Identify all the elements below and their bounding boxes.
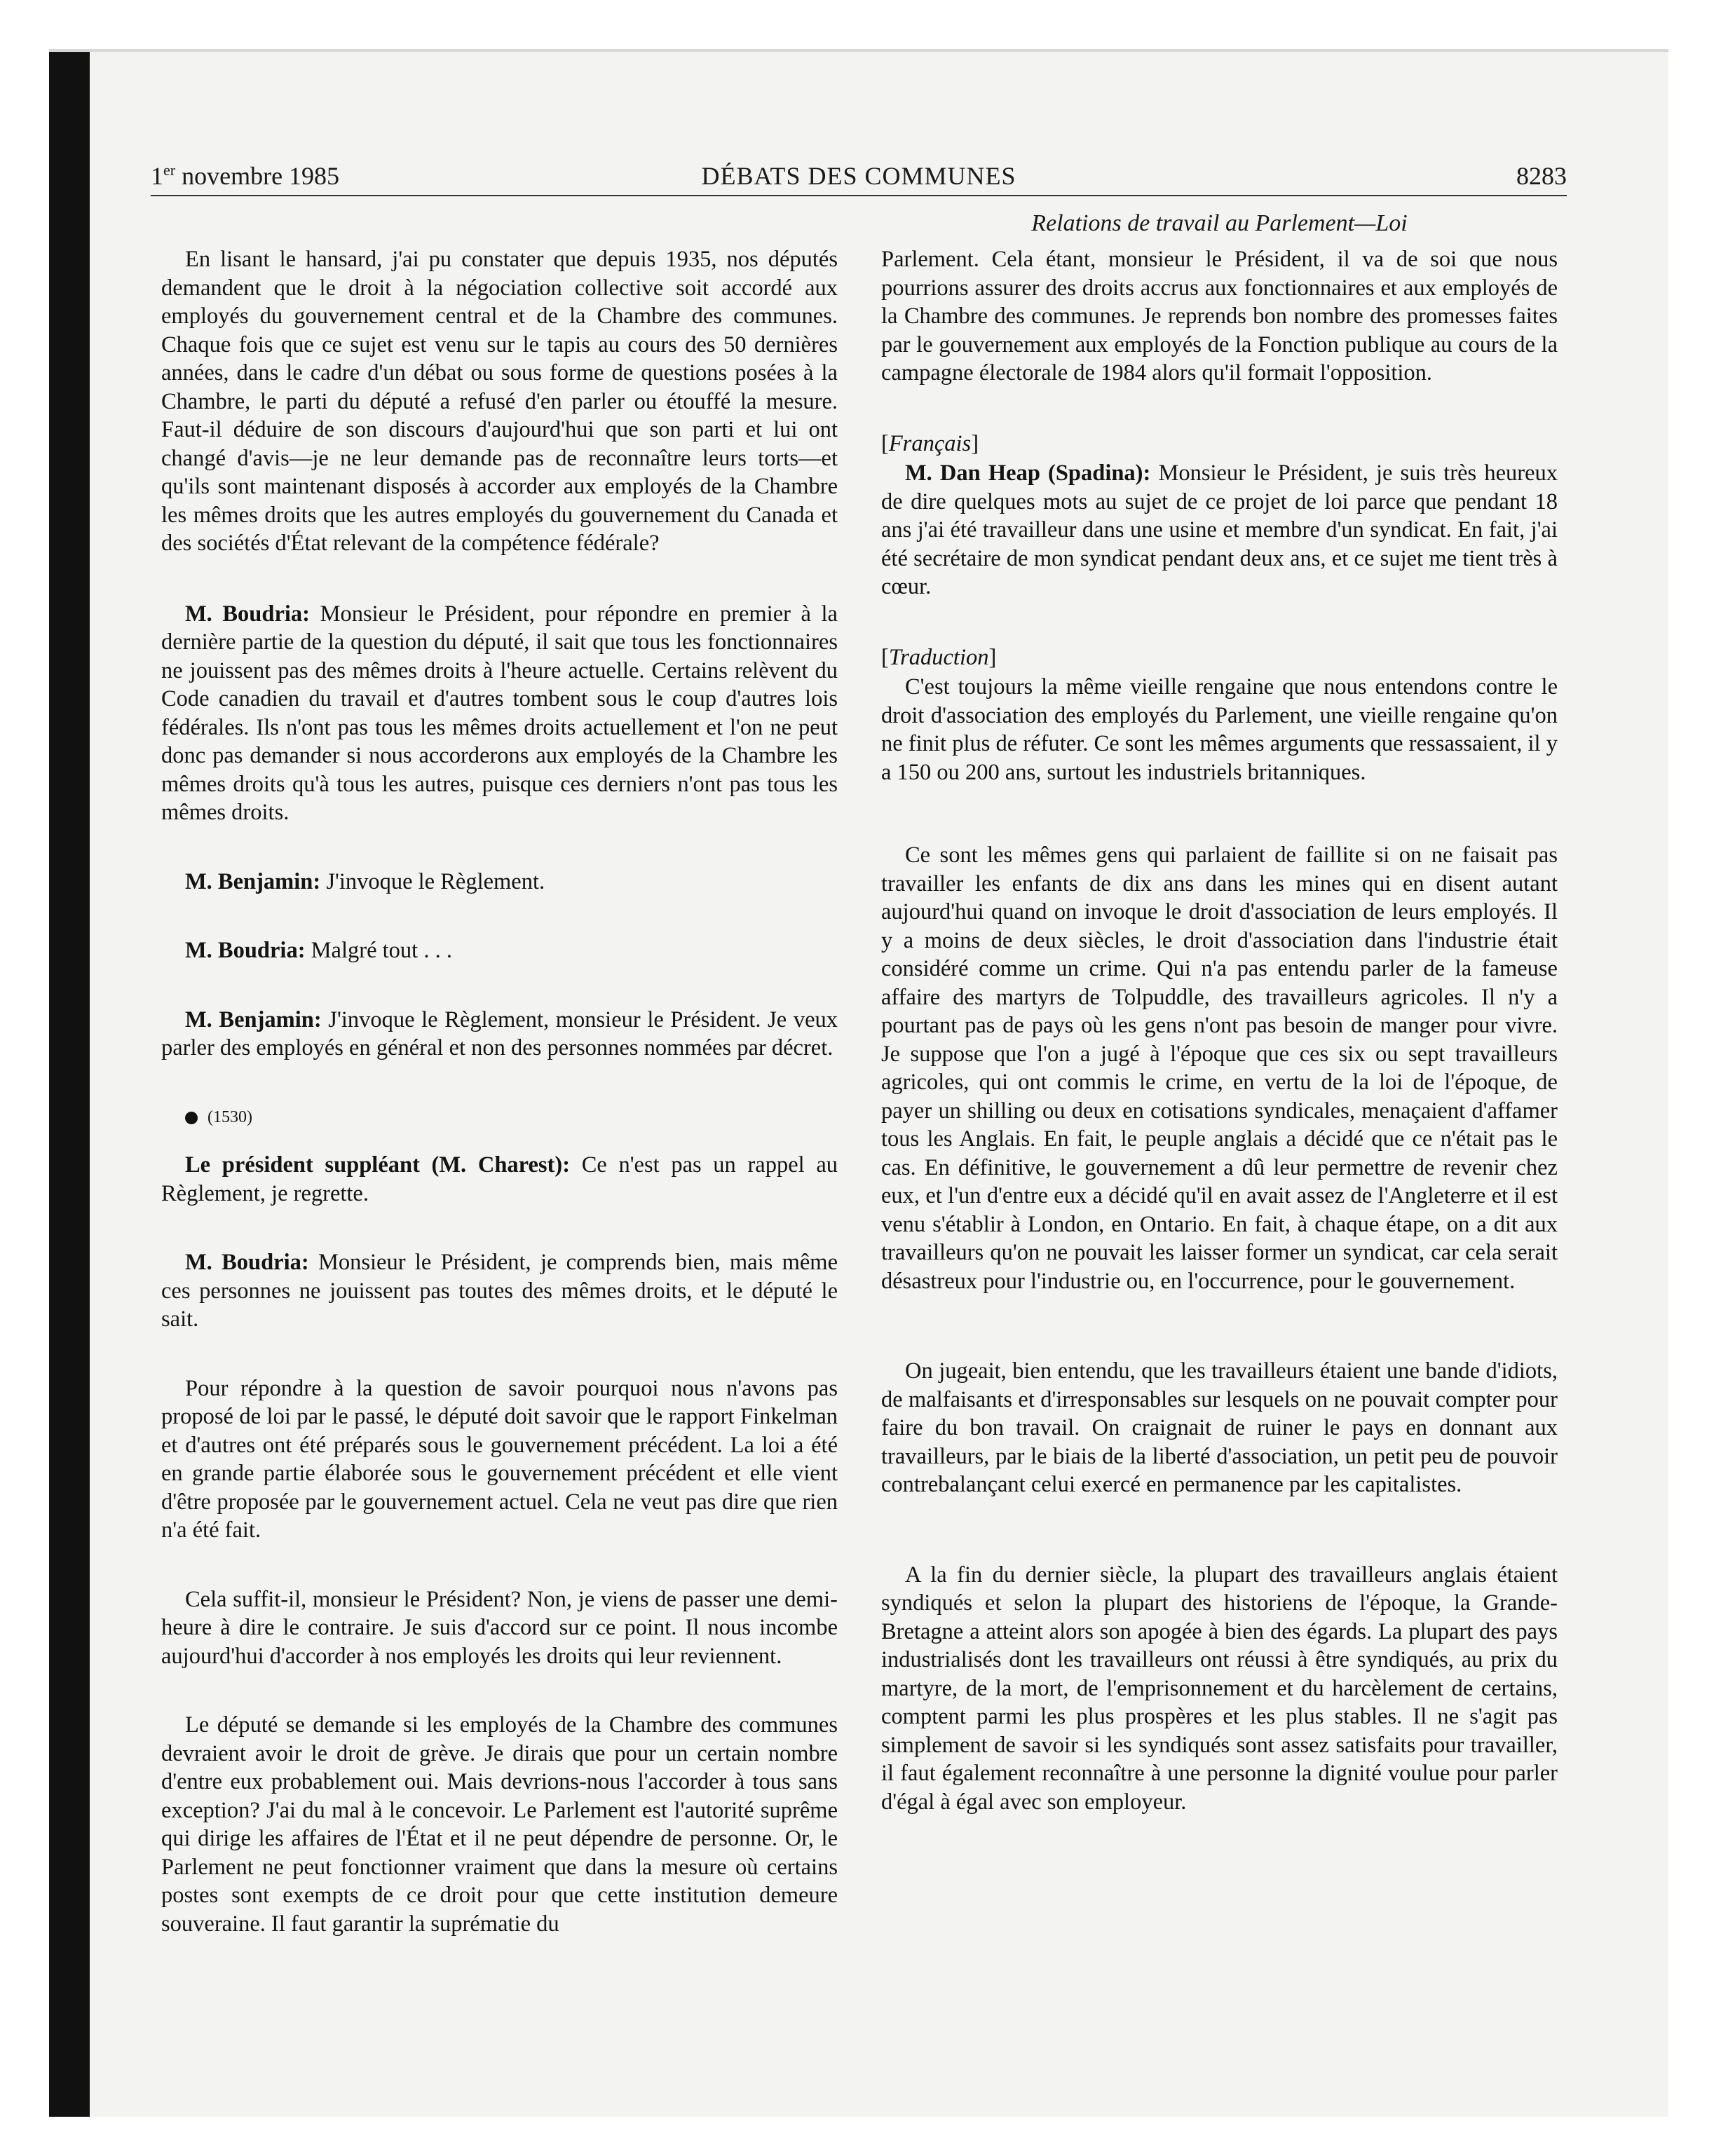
header-rule [151, 195, 1567, 196]
running-subtitle: Relations de travail au Parlement—Loi [1031, 210, 1408, 236]
paragraph: Pour répondre à la question de savoir pourquoi nous n'avons pas proposé de loi par le passé, le député doit savoir que le rapport Finkelman et d'autres ont été préparés sous le gouvernement précédent. La loi a été en grande partie élaborée sous le gouvernement précédent et elle vient d'être proposée par le gouvernement actuel. Cela ne veut pas dire que rien n'a été fait. [161, 1375, 838, 1543]
paragraph: On jugeait, bien entendu, que les travailleurs étaient une bande d'idiots, de malfaisants et d'irresponsables sur lesquels on ne pouvait compter pour faire du bon travail. On craignait de ruiner le pays en donnant aux travailleurs, par le biais de la liberté d'association, un petit peu de pouvoir contrebalançant celui exercé en permanence par les capitalistes. [881, 1358, 1558, 1497]
header-date: 1er novembre 1985 [151, 161, 340, 190]
paragraph: Le député se demande si les employés de la Chambre des communes devraient avoir le droit de grève. Je dirais que pour un certain nombre d'entre eux probablement oui. Mais devrions-nous l'accorder à tous sans exception? J'ai du mal à le concevoir. Le Parlement est l'autorité suprême qui dirige les affaires de l'État et il ne peut dépendre de personne. Or, le Parlement ne peut fonctionner vraiment que dans la mesure où certains postes sont exempts de ce droit pour que cette institution demeure souveraine. Il faut garantir la suprématie du [161, 1712, 838, 1937]
running-header [151, 161, 1567, 196]
speaker-name: M. Boudria: [185, 601, 310, 627]
scan-edge [49, 49, 90, 2117]
paragraph: C'est toujours la même vieille rengaine que nous entendons contre le droit d'association des employés du Parlement, une vieille rengaine qu'on ne finit plus de réfuter. Ce sont les mêmes arguments que ressassaient, il y a 150 ou 200 ans, surtout les industriels britanniques. [881, 674, 1558, 785]
paragraph: M. Dan Heap (Spadina): Monsieur le Président, je suis très heureux de dire quelques mots au sujet de ce projet de loi parce que pendant 18 ans j'ai été travailleur dans une usine et membre d'un syndicat. En fait, j'ai été secrétaire de mon syndicat pendant deux ans, et ce sujet me tient très à cœur. [881, 460, 1558, 599]
paragraph: Parlement. Cela étant, monsieur le Président, il va de soi que nous pourrions assurer des droits accrus aux fonctionnaires et aux employés de la Chambre des communes. Je reprends bon nombre des promesses faites par le gouvernement aux employés de la Fonction publique au cours de la campagne électorale de 1984 alors qu'il formait l'opposition. [881, 247, 1558, 386]
paragraph: Ce sont les mêmes gens qui parlaient de faillite si on ne faisait pas travailler les enfants de dix ans dans les mines qui en disent autant aujourd'hui quand on invoque le droit d'association de leurs employés. Il y a moins de deux siècles, le droit d'association dans l'industrie était considéré comme un crime. Qui n'a pas entendu parler de la fameuse affaire des martyrs de Tolpuddle, des travailleurs agricoles. Il n'y a pourtant pas de pays où les gens n'ont pas besoin de manger pour vivre. Je suppose que l'on a jugé à l'époque que ces six ou sept travailleurs agricoles, qui ont commis le crime, en vertu de la loi de l'époque, de payer un shilling ou deux en cotisations syndicales, menaçaient d'affamer tous les Anglais. En fait, le peuple anglais a décidé que ce n'était pas le cas. En définitive, le gouvernement a dû leur permettre de revenir chez eux, et l'un d'entre eux a décidé qu'il en avait assez de l'Angleterre et il est venu s'établir à London, en Ontario. En fait, à chaque étape, on a dit aux travailleurs qu'on ne pouvait les laisser former un syndicat, car cela serait désastreux pour l'industrie ou, en l'occurrence, pour le gouvernement. [881, 842, 1558, 1294]
right-column [881, 245, 1558, 1836]
speaker-name: Le président suppléant (M. Charest): [185, 1152, 571, 1178]
paragraph: Cela suffit-il, monsieur le Président? Non, je viens de passer une demi-heure à dire le contraire. Je suis d'accord sur ce point. Il nous incombe aujourd'hui d'accorder à nos employés les droits qui leur reviennent. [161, 1586, 838, 1669]
speaker-name: M. Benjamin: [185, 868, 321, 894]
paragraph: En lisant le hansard, j'ai pu constater que depuis 1935, nos députés demandent que le droit à la négociation collective soit accordé aux employés du gouvernement central et de la Chambre des communes. Chaque fois que ce sujet est venu sur le tapis au cours des 50 dernières années, dans le cadre d'un débat ou sous forme de questions posées à la Chambre, le parti du député a refusé d'en parler ou étouffé la mesure. Faut-il déduire de son discours d'aujourd'hui que son parti et lui ont changé d'avis—je ne leur demande pas de reconnaître leurs torts—et qu'ils sont maintenant disposés à accorder aux employés de la Chambre les mêmes droits que les autres employés du gouvernement du Canada et des sociétés d'État relevant de la compétence fédérale? [161, 247, 838, 556]
language-tag: [Français] [881, 430, 979, 456]
speaker-name: M. Dan Heap (Spadina): [905, 460, 1151, 486]
bullet-icon [185, 1112, 198, 1124]
paragraph: M. Boudria: Malgré tout . . . [185, 938, 452, 963]
page-number: 8283 [1516, 162, 1567, 190]
speaker-name: M. Boudria: [185, 938, 306, 963]
paragraph: M. Benjamin: J'invoque le Règlement, monsieur le Président. Je veux parler des employés en général et non des personnes nommées par décret. [161, 1007, 838, 1060]
paragraph: Le président suppléant (M. Charest): Ce n'est pas un rappel au Règlement, je regrette. [161, 1152, 838, 1206]
speaker-name: M. Benjamin: [185, 1007, 322, 1032]
paragraph: M. Benjamin: J'invoque le Règlement. [185, 868, 545, 894]
language-tag: [Traduction] [881, 644, 997, 670]
paragraph: A la fin du dernier siècle, la plupart des travailleurs anglais étaient syndiqués et selon la plupart des historiens de l'époque, la Grande-Bretagne a atteint alors son apogée à bien des égards. La plupart des pays industrialisés dont les travailleurs ont réussi à être syndiqués, au prix du martyre, de la mort, de l'emprisonnement et du harcèlement de certains, comptent parmi les plus prospères et les plus stables. Il ne s'agit pas simplement de savoir si les syndiqués sont assez satisfaits pour travailler, il faut également reconnaître à une personne la dignité voulue pour parler d'égal à égal avec son employeur. [881, 1562, 1558, 1815]
header-title: DÉBATS DES COMMUNES [701, 162, 1016, 190]
time-marker: (1530) [161, 1103, 838, 1132]
left-column [161, 245, 838, 1958]
paragraph: M. Boudria: Monsieur le Président, je comprends bien, mais même ces personnes ne jouissent pas toutes des mêmes droits, et le député le sait. [161, 1250, 838, 1332]
paragraph: M. Boudria: Monsieur le Président, pour répondre en premier à la dernière partie de la question du député, il sait que tous les fonctionnaires ne jouissent pas des mêmes droits à l'heure actuelle. Certains relèvent du Code canadien du travail et d'autres tombent sous le coup d'autres lois fédérales. Ils n'ont pas tous les mêmes droits actuellement et l'on ne peut donc pas demander si nous accorderons aux employés de la Chambre les mêmes droits qu'à tous les autres, puisque ces derniers n'ont pas tous les mêmes droits. [161, 601, 838, 825]
speaker-name: M. Boudria: [185, 1250, 309, 1275]
